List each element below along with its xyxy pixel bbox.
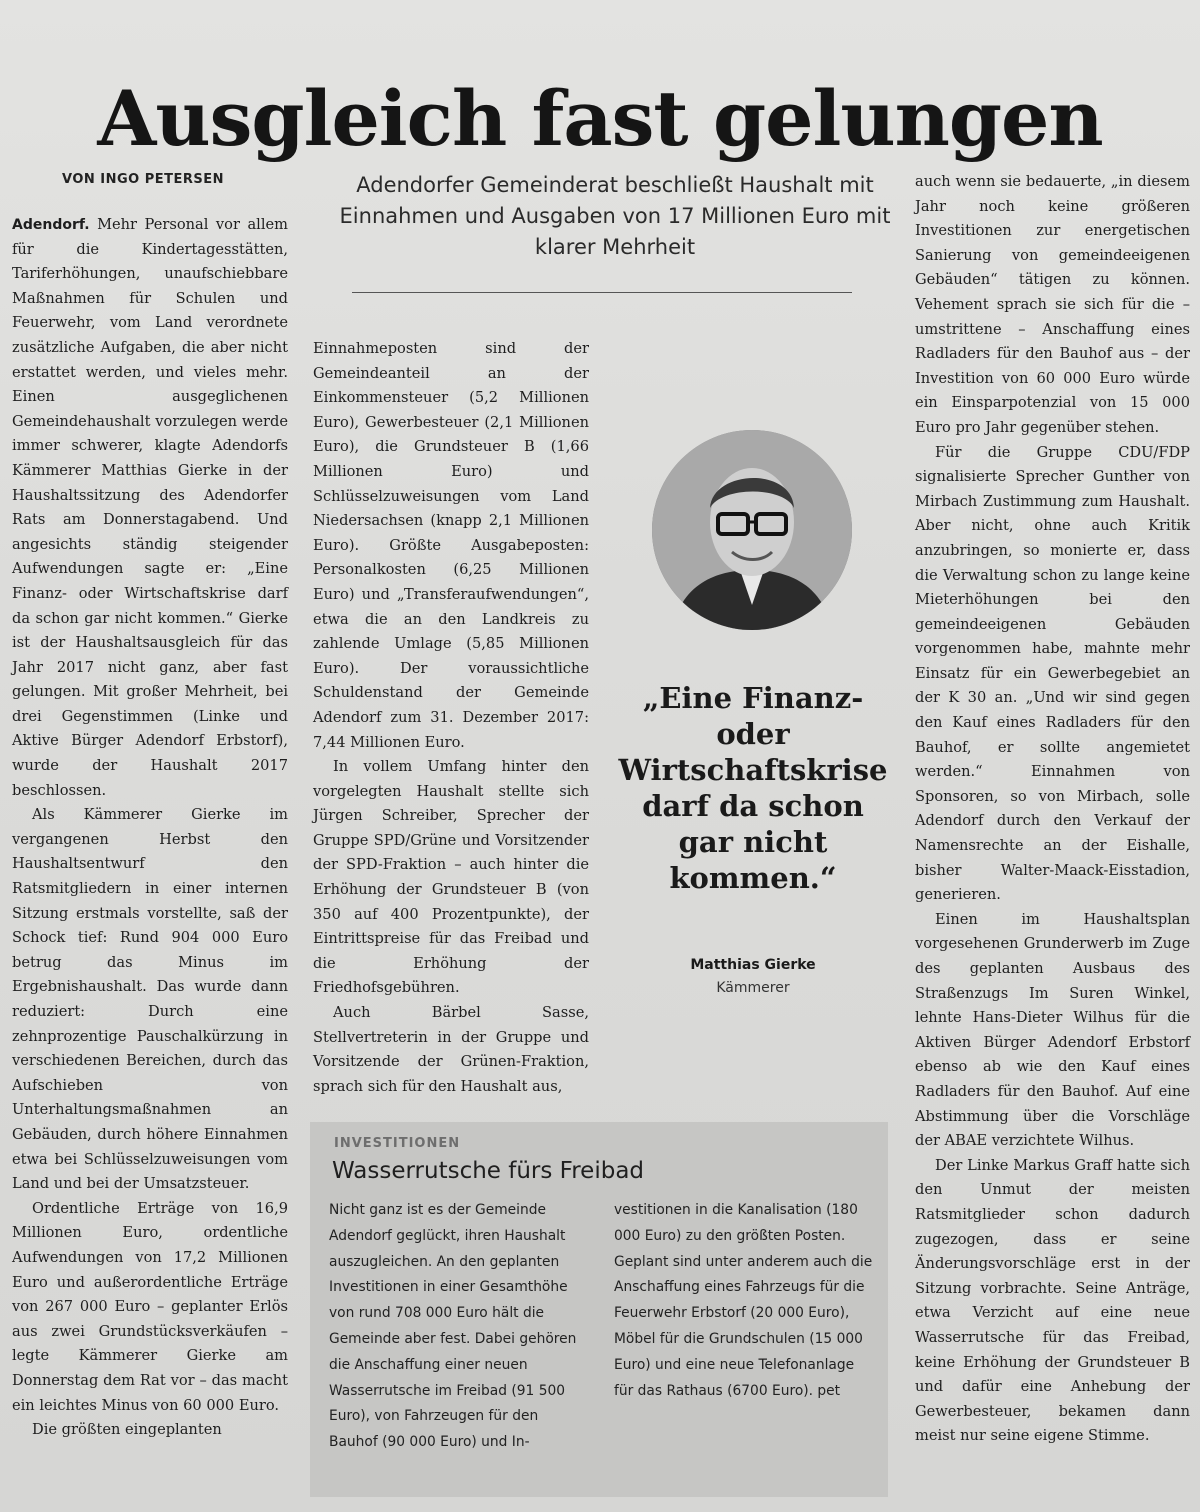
paragraph: Für die Gruppe CDU/FDP signalisierte Sprecher Gunther von Mirbach Zustimmung zum Haushalt. Aber nicht, ohne auch Kritik anzubringen, so monierte er, dass die Verwaltung schon zu lange keine Mieterhöhungen bei den gemeindeeigenen Gebäuden vorgenommen habe, mahnte mehr Einsatz für ein Gewerbegebiet an der K 30 an. „Und wir sind gegen den Kauf eines Radladers für den Bauhof, er sollte angemietet werden.“ Einnahmen von Sponsoren, so von Mirbach, solle Adendorf durch den Verkauf der Namensrechte an der Eishalle, bisher Walter-Maack-Eisstadion, generieren. bbox=[915, 443, 1190, 904]
info-box-column-1 bbox=[329, 1198, 591, 1456]
info-box-kicker: INVESTITIONEN bbox=[334, 1136, 461, 1151]
paragraph bbox=[12, 213, 288, 803]
paragraph: Nicht ganz ist es der Gemeinde Adendorf geglückt, ihren Haushalt auszugleichen. An den geplanten Investitionen in einer Gesamthöhe von rund 708 000 Euro hält die Gemeinde aber fest. Dabei gehören die Anschaffung einer neuen Wasserrutsche im Freibad (91 500 Euro), von Fahrzeugen für den Bauhof (90 000 Euro) und In- bbox=[329, 1202, 577, 1451]
portrait-photo bbox=[652, 430, 852, 630]
article-column-4 bbox=[915, 170, 1190, 1449]
quote-attribution-name: Matthias Gierke bbox=[690, 957, 816, 973]
paragraph-text: Mehr Personal vor allem für die Kindertagesstätten, Tariferhöhungen, unaufschiebbare Maßnahmen für Schulen und Feuerwehr, vom Land verordnete zusätzliche Aufgaben, die aber nicht erstattet werden, und vieles mehr. Einen ausgeglichenen Gemeindehaushalt vorzulegen werde immer schwerer, klagte Adendorfs Kämmerer Matthias Gierke in der Haushaltssitzung des Adendorfer Rats am Donnerstagabend. Und angesichts ständig steigender Aufwendungen sagte er: „Eine Finanz- oder Wirtschaftskrise darf da schon gar nicht kommen.“ Gierke ist der Haushaltsausgleich für das Jahr 2017 nicht ganz, aber fast gelungen. Mit großer Mehrheit, bei drei Gegenstimmen (Linke und Aktive Bürger Adendorf Erbstorf), wurde der Haushalt 2017 beschlossen. bbox=[12, 216, 288, 799]
paragraph: Geplant sind unter anderem auch die Anschaffung eines Fahrzeugs für die Feuerwehr Erbstorf (20 000 Euro), Möbel für die Grundschulen (15 000 Euro) und eine neue Telefonanlage für das Rathaus (6700 Euro). pet bbox=[614, 1253, 873, 1399]
paragraph: Als Kämmerer Gierke im vergangenen Herbst den Haushaltsentwurf den Ratsmitgliedern in einer internen Sitzung erstmals vorstellte, saß der Schock tief: Rund 904 000 Euro betrug das Minus im Ergebnishaushalt. Das wurde dann reduziert: Durch eine zehnprozentige Pauschalkürzung in verschiedenen Bereichen, durch das Aufschieben von Unterhaltungsmaßnahmen an Gebäuden, durch höhere Einnahmen etwa bei Schlüsselzuweisungen vom Land und bei der Umsatzsteuer. bbox=[12, 806, 288, 1193]
paragraph: Die größten eingeplanten bbox=[32, 1421, 222, 1439]
info-box-title: Wasserrutsche fürs Freibad bbox=[332, 1158, 645, 1184]
paragraph: Einen im Haushaltsplan vorgesehenen Grunderwerb im Zuge des geplanten Ausbaus des Straßenzugs Im Suren Winkel, lehnte Hans-Dieter Wilhus für die Aktiven Bürger Adendorf Erbstorf ebenso ab wie den Kauf eines Radladers für den Bauhof. Auf eine Abstimmung über die Vorschläge der ABAE verzichtete Wilhus. bbox=[915, 910, 1190, 1150]
article-column-1 bbox=[12, 213, 288, 1443]
paragraph: In vollem Umfang hinter den vorgelegten Haushalt stellte sich Jürgen Schreiber, Sprecher der Gruppe SPD/Grüne und Vorsitzender der SPD-Fraktion – auch hinter die Erhöhung der Grundsteuer B (von 350 auf 400 Prozentpunkte), der Eintrittspreise für das Freibad und die Erhöhung der Friedhofsgebühren. bbox=[313, 758, 589, 997]
paragraph: Ordentliche Erträge von 16,9 Millionen Euro, ordentliche Aufwendungen von 17,2 Millionen Euro und außerordentliche Erträge von 267 000 Euro – geplanter Erlös aus zwei Grundstücksverkäufen – legte Kämmerer Gierke am Donnerstag dem Rat vor – das macht ein leichtes Minus von 60 000 Euro. bbox=[12, 1199, 288, 1414]
quote-attribution-role: Kämmerer bbox=[716, 980, 790, 996]
dateline: Adendorf. bbox=[12, 217, 90, 233]
divider-rule bbox=[352, 292, 852, 293]
info-box bbox=[310, 1122, 888, 1497]
pull-quote: „Eine Finanz- oder Wirtschaftskrise darf da schon gar nicht kommen.“ bbox=[618, 681, 888, 895]
portrait-illustration bbox=[652, 430, 852, 630]
info-box-column-2 bbox=[614, 1198, 876, 1404]
paragraph: auch wenn sie bedauerte, „in diesem Jahr noch keine größeren Investitionen zur energetischen Sanierung von gemeindeeigenen Gebäuden“ tätigen zu können. Vehement sprach sie sich für die – umstrittene – Anschaffung eines Radladers für den Bauhof aus – der Investition von 60 000 Euro würde ein Einsparpotenzial von 15 000 Euro pro Jahr gegenüber stehen. bbox=[915, 173, 1190, 436]
article-column-2 bbox=[313, 337, 589, 1099]
headline: Ausgleich fast gelungen bbox=[97, 73, 1103, 163]
byline: VON INGO PETERSEN bbox=[62, 172, 225, 187]
subheadline: Adendorfer Gemeinderat beschließt Haushalt mit Einnahmen und Ausgaben von 17 Millionen Euro mit klarer Mehrheit bbox=[339, 173, 891, 259]
paragraph: Der Linke Markus Graff hatte sich den Unmut der meisten Ratsmitglieder schon dadurch zugezogen, dass er seine Änderungsvorschläge erst in der Sitzung vorbrachte. Seine Anträge, etwa Verzicht auf eine neue Wasserrutsche für das Freibad, keine Erhöhung der Grundsteuer B und dafür eine Anhebung der Gewerbesteuer, bekamen dann meist nur seine eigene Stimme. bbox=[915, 1156, 1190, 1445]
paragraph: Einnahmeposten sind der Gemeindeanteil an der Einkommensteuer (5,2 Millionen Euro), Gewerbesteuer (2,1 Millionen Euro), die Grundsteuer B (1,66 Millionen Euro) und Schlüsselzuweisungen vom Land Niedersachsen (knapp 2,1 Millionen Euro). Größte Ausgabeposten: Personalkosten (6,25 Millionen Euro) und „Transferaufwendungen“, etwa die an den Landkreis zu zahlende Umlage (5,85 Millionen Euro). Der voraussichtliche Schuldenstand der Gemeinde Adendorf zum 31. Dezember 2017: 7,44 Millionen Euro. bbox=[313, 340, 589, 751]
paragraph: vestitionen in die Kanalisation (180 000 Euro) zu den größten Posten. bbox=[614, 1202, 858, 1244]
paragraph: Auch Bärbel Sasse, Stellvertreterin in der Gruppe und Vorsitzende der Grünen-Fraktion, sprach sich für den Haushalt aus, bbox=[313, 1004, 589, 1095]
